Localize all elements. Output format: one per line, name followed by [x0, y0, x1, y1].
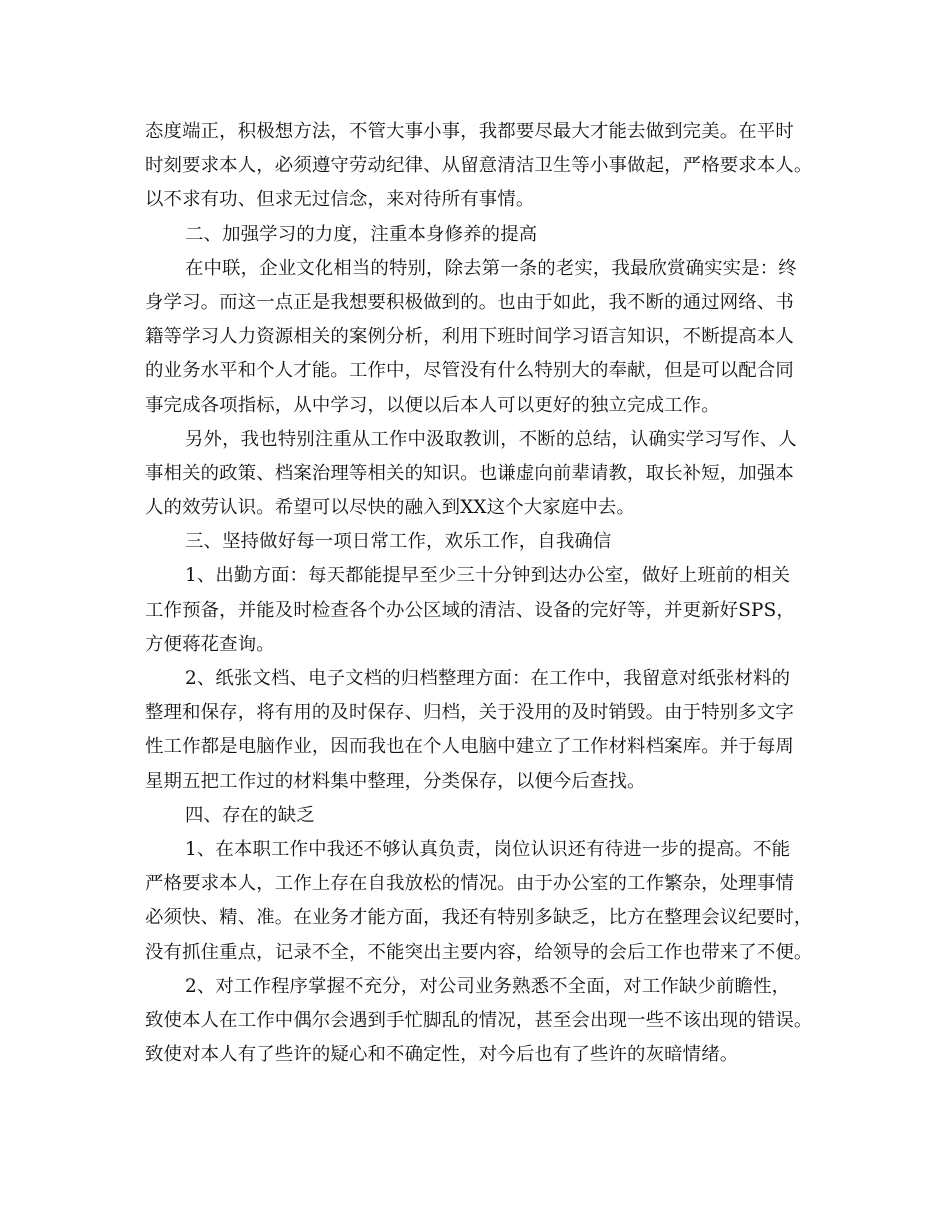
- paragraph-first-line: 另外，我也特别注重从工作中汲取教训，不断的总结，认确实学习写作、人: [185, 428, 797, 450]
- text-line: 致使本人在工作中偶尔会遇到手忙脚乱的情况，甚至会出现一些不该出现的错误。: [145, 1009, 813, 1031]
- text-line: 星期五把工作过的材料集中整理，分类保存，以便今后查找。: [145, 770, 646, 792]
- text-line: 事完成各项指标，从中学习，以便以后本人可以更好的独立完成工作。: [145, 394, 720, 416]
- text-line: 身学习。而这一点正是我想要积极做到的。也由于如此，我不断的通过网络、书: [145, 291, 794, 313]
- paragraph-first-line: 1、出勤方面：每天都能提早至少三十分钟到达办公室，做好上班前的相关: [185, 565, 791, 587]
- paragraph-first-line: 二、加强学习的力度，注重本身修养的提高: [185, 223, 538, 245]
- text-line: 工作预备，并能及时检查各个办公区域的清洁、设备的完好等，并更新好SPS，: [145, 599, 795, 621]
- text-line: 籍等学习人力资源相关的案例分析，利用下班时间学习语言知识，不断提高本人: [145, 326, 794, 348]
- text-line: 的业务水平和个人才能。工作中，尽管没有什么特别大的奉献，但是可以配合同: [145, 360, 794, 382]
- paragraph-first-line: 在中联，企业文化相当的特别，除去第一条的老实，我最欣赏确实实是：终: [185, 257, 797, 279]
- text-line: 事相关的政策、档案治理等相关的知识。也谦虚向前辈请教，取长补短，加强本: [145, 462, 794, 484]
- text-line: 整理和保存，将有用的及时保存、归档，关于没用的及时销毁。由于特别多文字: [145, 702, 794, 724]
- text-line: 没有抓住重点，记录不全，不能突出主要内容，给领导的会后工作也带来了不便。: [145, 941, 813, 963]
- text-line: 致使对本人有了些许的疑心和不确定性，对今后也有了些许的灰暗情绪。: [145, 1044, 739, 1066]
- paragraph-first-line: 2、纸张文档、电子文档的归档整理方面：在工作中，我留意对纸张材料的: [185, 668, 791, 689]
- text-line: 方便蒋花查询。: [145, 633, 275, 655]
- text-line: 时刻要求本人，必须遵守劳动纪律、从留意清洁卫生等小事做起，严格要求本人。: [145, 155, 813, 177]
- text-line: 严格要求本人，工作上存在自我放松的情况。由于办公室的工作繁杂，处理事情: [145, 873, 794, 895]
- paragraph-first-line: 2、对工作程序掌握不充分，对公司业务熟悉不全面，对工作缺少前瞻性，: [185, 975, 791, 997]
- paragraph-first-line: 四、存在的缺乏: [185, 804, 315, 826]
- text-line: 态度端正，积极想方法，不管大事小事，我都要尽最大才能去做到完美。在平时: [145, 121, 794, 142]
- text-line: 性工作都是电脑作业，因而我也在个人电脑中建立了工作材料档案库。并于每周: [145, 736, 794, 758]
- paragraph-first-line: 1、在本职工作中我还不够认真负责，岗位认识还有待进一步的提高。不能: [185, 838, 791, 860]
- text-line: 必须快、精、准。在业务才能方面，我还有特别多缺乏，比方在整理会议纪要时，: [145, 907, 813, 929]
- paragraph-first-line: 三、坚持做好每一项日常工作，欢乐工作，自我确信: [185, 531, 612, 553]
- document-body: [145, 115, 815, 1072]
- text-line: 人的效劳认识。希望可以尽快的融入到XX这个大家庭中去。: [145, 497, 636, 519]
- text-line: 以不求有功、但求无过信念，来对待所有事情。: [145, 189, 535, 211]
